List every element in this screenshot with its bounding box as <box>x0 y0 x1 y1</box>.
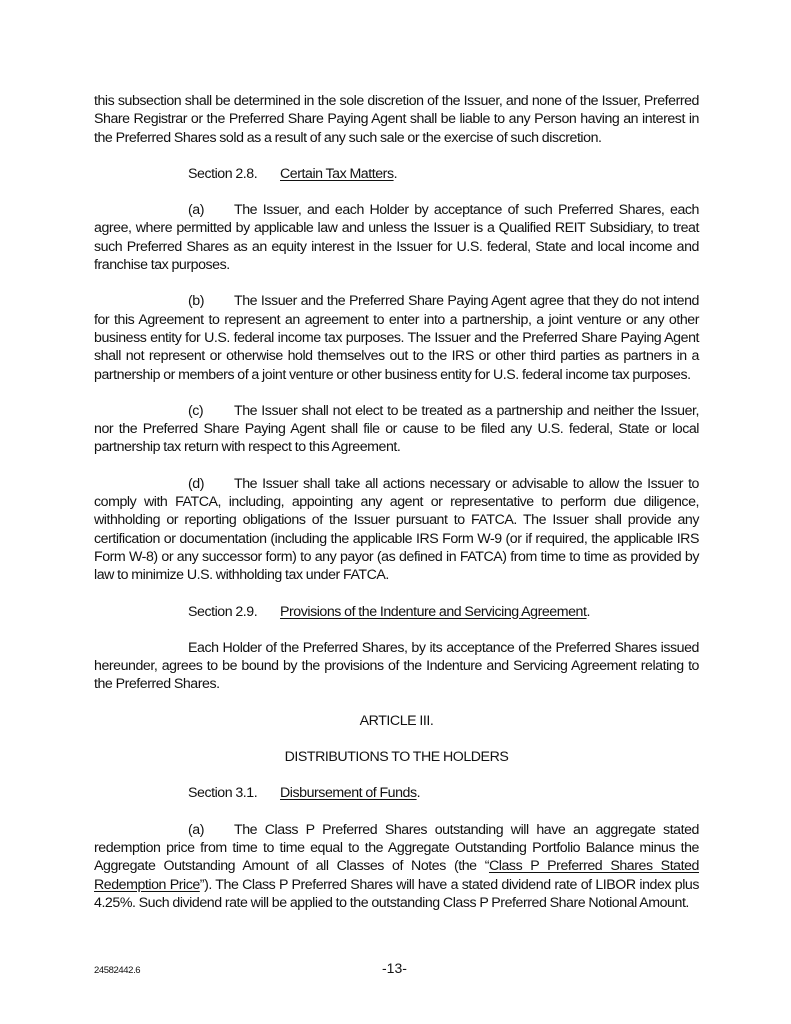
paragraph-label: (c) <box>188 402 204 419</box>
paragraph-2-8-c <box>94 402 699 457</box>
section-title: Disbursement of Funds <box>280 785 417 802</box>
paragraph-text: The Issuer and the Preferred Share Paying Agent agree that they do not intend for this Agreement to represent an agreement to enter into a partnership, a joint venture or any other business entity for U.S. federal income tax purposes. The Issuer and the Preferred Share Paying Agent shall not represent or otherwise hold themselves out to the IRS or other third parties as partners in a partnership or members of a joint venture or other business entity for U.S. federal income tax purposes. <box>94 293 699 383</box>
paragraph-2-8-d <box>94 475 699 585</box>
paragraph-3-1-a <box>94 821 699 912</box>
section-number: Section 2.8. <box>188 165 258 182</box>
period: . <box>416 785 421 802</box>
paragraph-label: (b) <box>188 293 204 310</box>
paragraph-text-before: The Class P Preferred Shares outstanding will have an aggregate stated redemption price from time to time equal to the Aggregate Outstanding Portfolio Balance minus the Aggregate Outstanding Amount of all Classes of Notes (the “ <box>94 821 699 875</box>
article-heading: ARTICLE III. <box>359 712 434 729</box>
section-title: Certain Tax Matters <box>280 165 394 182</box>
paragraph-2-8-b <box>94 292 699 383</box>
paragraph-text: The Issuer shall take all actions necessary or advisable to allow the Issuer to comply with FATCA, including, appointing any agent or representative to perform due diligence, withholding or reporting obligations of the Issuer pursuant to FATCA. The Issuer shall provide any certification or documentation (including the applicable IRS Form W-9 (or if required, the applicable IRS Form W-8) or any successor form) to any payor (as defined in FATCA) from time to time as provided by law to minimize U.S. withholding tax under FATCA. <box>94 475 699 584</box>
section-number: Section 3.1. <box>188 785 258 802</box>
section-2-8-heading <box>94 165 699 183</box>
period: . <box>393 165 398 182</box>
paragraph-text: The Issuer shall not elect to be treated as a partnership and neither the Issuer, nor the Preferred Share Paying Agent shall file or cause to be filed any U.S. federal, State or local partnership tax return with respect to this Agreement. <box>94 402 699 456</box>
section-3-1-heading <box>94 784 699 802</box>
section-number: Section 2.9. <box>188 603 258 620</box>
paragraph-label: (d) <box>188 475 204 492</box>
defined-term: Class P Preferred Shares Stated Redemption Price <box>94 858 699 893</box>
article-title: DISTRIBUTIONS TO THE HOLDERS <box>284 749 509 766</box>
section-2-9-heading <box>94 603 699 621</box>
paragraph-text-after: ”). The Class P Preferred Shares will have a stated dividend rate of LIBOR index plus 4.25%. Such dividend rate will be applied to the outstanding Class P Preferred Share Notional Amount. <box>94 876 699 911</box>
paragraph-text: The Issuer, and each Holder by acceptance of such Preferred Shares, each agree, where permitted by applicable law and unless the Issuer is a Qualified REIT Subsidiary, to treat such Preferred Shares as an equity interest in the Issuer for U.S. federal, State and local income and franchise tax purposes. <box>94 202 699 274</box>
period: . <box>586 603 590 620</box>
document-id: 24582442.6 <box>94 965 141 976</box>
paragraph-text: Each Holder of the Preferred Shares, by its acceptance of the Preferred Shares issued hereunder, agrees to be bound by the provisions of the Indenture and Servicing Agreement relating to the Preferred Shares. <box>94 639 699 693</box>
paragraph-2-8-a <box>94 201 699 274</box>
page-number: -13- <box>382 960 407 976</box>
document-page <box>94 92 699 912</box>
paragraph-2-9 <box>94 639 699 694</box>
section-title: Provisions of the Indenture and Servicing Agreement <box>280 603 587 620</box>
paragraph-label: (a) <box>188 202 204 219</box>
paragraph-label: (a) <box>188 821 204 838</box>
intro-paragraph: this subsection shall be determined in the sole discretion of the Issuer, and none of the Issuer, Preferred Share Registrar or the Preferred Share Paying Agent shall be liable to any Person having an interest in the Preferred Shares sold as a result of any such sale or the exercise of such discretion. <box>94 93 699 146</box>
page-footer <box>94 960 699 980</box>
